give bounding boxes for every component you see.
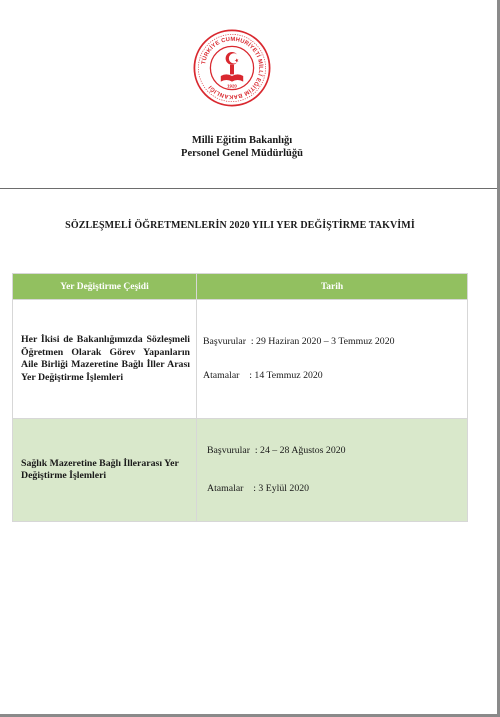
transfer-calendar-table (12, 273, 468, 522)
column-header-transfer-type: Yer Değiştirme Çeşidi (13, 274, 197, 300)
document-title: SÖZLEŞMELİ ÖĞRETMENLERİN 2020 YILI YER DEĞİŞTİRME TAKVİMİ (65, 220, 415, 231)
seal-year: 1920 (227, 83, 237, 89)
transfer-type-cell: Sağlık Mazeretine Bağlı İllerarası Yer Değiştirme İşlemleri (13, 419, 197, 522)
date-cell (197, 300, 468, 419)
institution-name: Milli Eğitim Bakanlığı (191, 135, 293, 146)
table-header-row (13, 274, 468, 300)
application-dates: Başvurular : 24 – 28 Ağustos 2020 (207, 445, 346, 456)
table-row (13, 300, 468, 419)
application-dates: Başvurular : 29 Haziran 2020 – 3 Temmuz 2020 (203, 336, 395, 347)
department-name: Personel Genel Müdürlüğü (181, 148, 303, 159)
appointment-date: Atamalar : 14 Temmuz 2020 (203, 370, 323, 381)
header-divider (0, 188, 497, 189)
meb-seal-icon (192, 28, 272, 108)
seal-ring-text: TÜRKİYE CUMHURİYETİ MİLLÎ EĞİTİM BAKANLIĞI (201, 36, 264, 100)
column-header-date: Tarih (197, 274, 468, 300)
date-cell (197, 419, 468, 522)
appointment-date: Atamalar : 3 Eylül 2020 (207, 483, 310, 494)
table-row (13, 419, 468, 522)
transfer-type-cell: Her İkisi de Bakanlığımızda Sözleşmeli Öğretmen Olarak Görev Yapanların Aile Birliği Mazeretine Bağlı İller Arası Yer Değiştirme İşlemleri (13, 300, 197, 419)
